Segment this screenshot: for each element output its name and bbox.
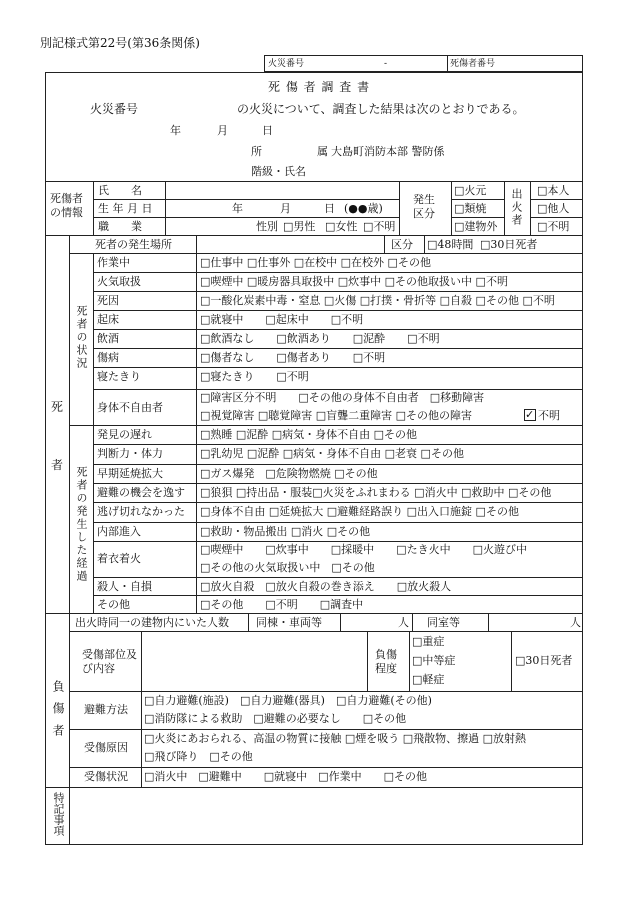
job-label: 職 業: [98, 220, 142, 233]
process-row-label: 避難の機会を逸す: [97, 486, 185, 499]
kill-options[interactable]: □放火自殺 □放火自殺の巻き添え □放火殺人: [200, 580, 452, 593]
evac-options-2[interactable]: □消防隊による救助 □避難の必要なし □その他: [144, 712, 407, 725]
status-row-options[interactable]: □飲酒なし □飲酒あり □泥酔 □不明: [200, 332, 440, 345]
affiliation-label-2: 属: [317, 145, 328, 158]
origin-label: 発生区分: [413, 193, 435, 220]
process-row-label: 発見の遅れ: [97, 428, 152, 441]
status-row-label: 寝たきり: [97, 370, 141, 383]
fire-number-box: [264, 55, 583, 72]
origin-spread[interactable]: □類焼: [454, 202, 487, 215]
process-row-options[interactable]: □乳幼児 □泥酔 □病気・身体不自由 □老衰 □その他: [200, 447, 464, 460]
status-row-label: 作業中: [97, 256, 130, 269]
status-row-label: 火気取扱: [97, 275, 141, 288]
affiliation-value: 大島町消防本部 警防係: [331, 145, 445, 158]
same-room-label: 同室等: [427, 616, 460, 629]
sex-label: 性別: [256, 220, 278, 233]
status-row-options[interactable]: □寝たきり □不明: [200, 370, 309, 383]
process-row-label: 逃げ切れなかった: [97, 505, 185, 518]
process-row-options[interactable]: □狼狽 □持出品・服装□火災をふれまわる □消火中 □救助中 □その他: [200, 486, 552, 499]
other-label: その他: [97, 598, 130, 611]
ignite-options-2[interactable]: □その他の火気取扱い中 □その他: [200, 561, 375, 574]
rank-name-label: 階級・氏名: [251, 165, 306, 178]
process-row-label: 判断力・体力: [97, 447, 163, 460]
birth-day: 日: [324, 202, 335, 215]
status-row-label: 飲酒: [97, 332, 119, 345]
injury-state-label: 受傷状況: [84, 770, 128, 783]
process-section-label: 死者の発生した経過: [75, 466, 88, 583]
date-year: 年: [170, 124, 181, 137]
form-title: 死 傷 者 調 査 書: [268, 80, 371, 94]
division-30d[interactable]: □30日死者: [480, 238, 538, 251]
fire-number-dash: -: [384, 59, 388, 69]
same-building-label: 出火時同一の建物内にいた人数: [75, 616, 229, 629]
injury-cause-label: 受傷原因: [84, 741, 128, 754]
status-row-options[interactable]: □一酸化炭素中毒・窒息 □火傷 □打撲・骨折等 □自殺 □その他 □不明: [200, 294, 555, 307]
status-row-options[interactable]: □就寝中 □起床中 □不明: [200, 313, 364, 326]
division-48h[interactable]: □48時間: [427, 238, 474, 251]
status-row-label: 傷病: [97, 351, 119, 364]
process-row-options[interactable]: □救助・物品搬出 □消火 □その他: [200, 525, 371, 538]
evac-method-label: 避難方法: [84, 703, 128, 716]
status-row-label: 起床: [97, 313, 119, 326]
death-label-2: 者: [51, 458, 64, 472]
birth-label: 生 年 月 日: [98, 202, 153, 215]
process-row-options[interactable]: □身体不自由 □延焼拡大 □避難経路誤り □出入口施錠 □その他: [200, 505, 519, 518]
name-label: 氏 名: [98, 184, 142, 197]
victim-info-label: 死傷者の情報: [50, 192, 83, 219]
process-row-options[interactable]: □熟睡 □泥酔 □病気・身体不自由 □その他: [200, 428, 418, 441]
sex-male[interactable]: □男性: [283, 220, 316, 233]
disabled-options-2[interactable]: □視覚障害 □聴覚障害 □盲聾二重障害 □その他の障害: [200, 409, 473, 422]
injury-state-options[interactable]: □消火中 □避難中 □就寝中 □作業中 □その他: [144, 770, 427, 783]
age: (●●歳): [344, 202, 383, 215]
death-place-label: 死者の発生場所: [95, 238, 172, 251]
process-row-label: 内部進入: [97, 525, 141, 538]
injury-cause-options-2[interactable]: □飛び降り □その他: [144, 750, 253, 763]
death-30day[interactable]: □30日死者: [515, 654, 573, 667]
notes-label: 特記事項: [52, 792, 65, 836]
injury-part-label: 受傷部位及び内容: [82, 648, 137, 675]
sex-unknown[interactable]: □不明: [363, 220, 396, 233]
process-row-options[interactable]: □ガス爆発 □危険物燃焼 □その他: [200, 467, 378, 480]
evac-options-1[interactable]: □自力避難(施設) □自力避難(器具) □自力避難(その他): [144, 694, 432, 707]
injury-cause-options-1[interactable]: □火炎にあおられる、高温の物質に接触 □煙を吸う □飛散物、擦過 □放射熱: [144, 732, 527, 745]
person-unit-1: 人: [398, 616, 409, 629]
death-label-1: 死: [51, 400, 64, 414]
checkmark-icon: ✓: [525, 408, 535, 421]
cause-self[interactable]: □本人: [537, 184, 570, 197]
kill-label: 殺人・自損: [97, 580, 152, 593]
title-fire-no: 火災番号: [90, 102, 139, 116]
injury-section-label: 負傷者: [51, 680, 65, 746]
disabled-options-1[interactable]: □障害区分不明 □その他の身体不自由者 □移動障害: [200, 391, 485, 404]
process-row-label: 早期延焼拡大: [97, 467, 163, 480]
same-building-vehicle-label: 同棟・車両等: [256, 616, 322, 629]
degree-severe[interactable]: □重症: [412, 635, 445, 648]
cause-unknown[interactable]: □不明: [537, 220, 570, 233]
cause-other[interactable]: □他人: [537, 202, 570, 215]
birth-month: 月: [280, 202, 291, 215]
degree-mild[interactable]: □軽症: [412, 673, 445, 686]
title-sentence: の火災について、調査した結果は次のとおりである。: [237, 102, 525, 116]
degree-moderate[interactable]: □中等症: [412, 654, 456, 667]
status-row-options[interactable]: □仕事中 □仕事外 □在校中 □在校外 □その他: [200, 256, 431, 269]
disabled-label: 身体不自由者: [97, 401, 163, 414]
cause-person-label: 出火者: [510, 188, 523, 227]
disabled-unknown-label: 不明: [538, 409, 560, 422]
status-section-label: 死者の状況: [75, 305, 88, 370]
birth-year: 年: [232, 202, 243, 215]
sex-female[interactable]: □女性: [325, 220, 358, 233]
origin-fire-source[interactable]: □火元: [454, 184, 487, 197]
status-row-options[interactable]: □喫煙中 □暖房器具取扱中 □炊事中 □その他取扱い中 □不明: [200, 275, 508, 288]
origin-outside[interactable]: □建物外: [454, 220, 498, 233]
status-row-options[interactable]: □傷者なし □傷者あり □不明: [200, 351, 386, 364]
fire-number-label: 火災番号: [268, 59, 305, 69]
form-number: 別記様式第22号(第36条関係): [40, 36, 200, 50]
date-month: 月: [217, 124, 228, 137]
ignite-label: 着衣着火: [97, 552, 141, 565]
status-row-label: 死因: [97, 294, 119, 307]
victim-number-label: 死傷者番号: [450, 59, 496, 69]
injury-degree-label: 負傷程度: [375, 648, 397, 675]
division-label: 区分: [391, 238, 413, 251]
other-options[interactable]: □その他 □不明 □調査中: [200, 598, 364, 611]
date-day: 日: [262, 124, 273, 137]
ignite-options-1[interactable]: □喫煙中 □炊事中 □採暖中 □たき火中 □火遊び中: [200, 543, 527, 556]
affiliation-label-1: 所: [251, 145, 262, 158]
person-unit-2: 人: [570, 616, 581, 629]
